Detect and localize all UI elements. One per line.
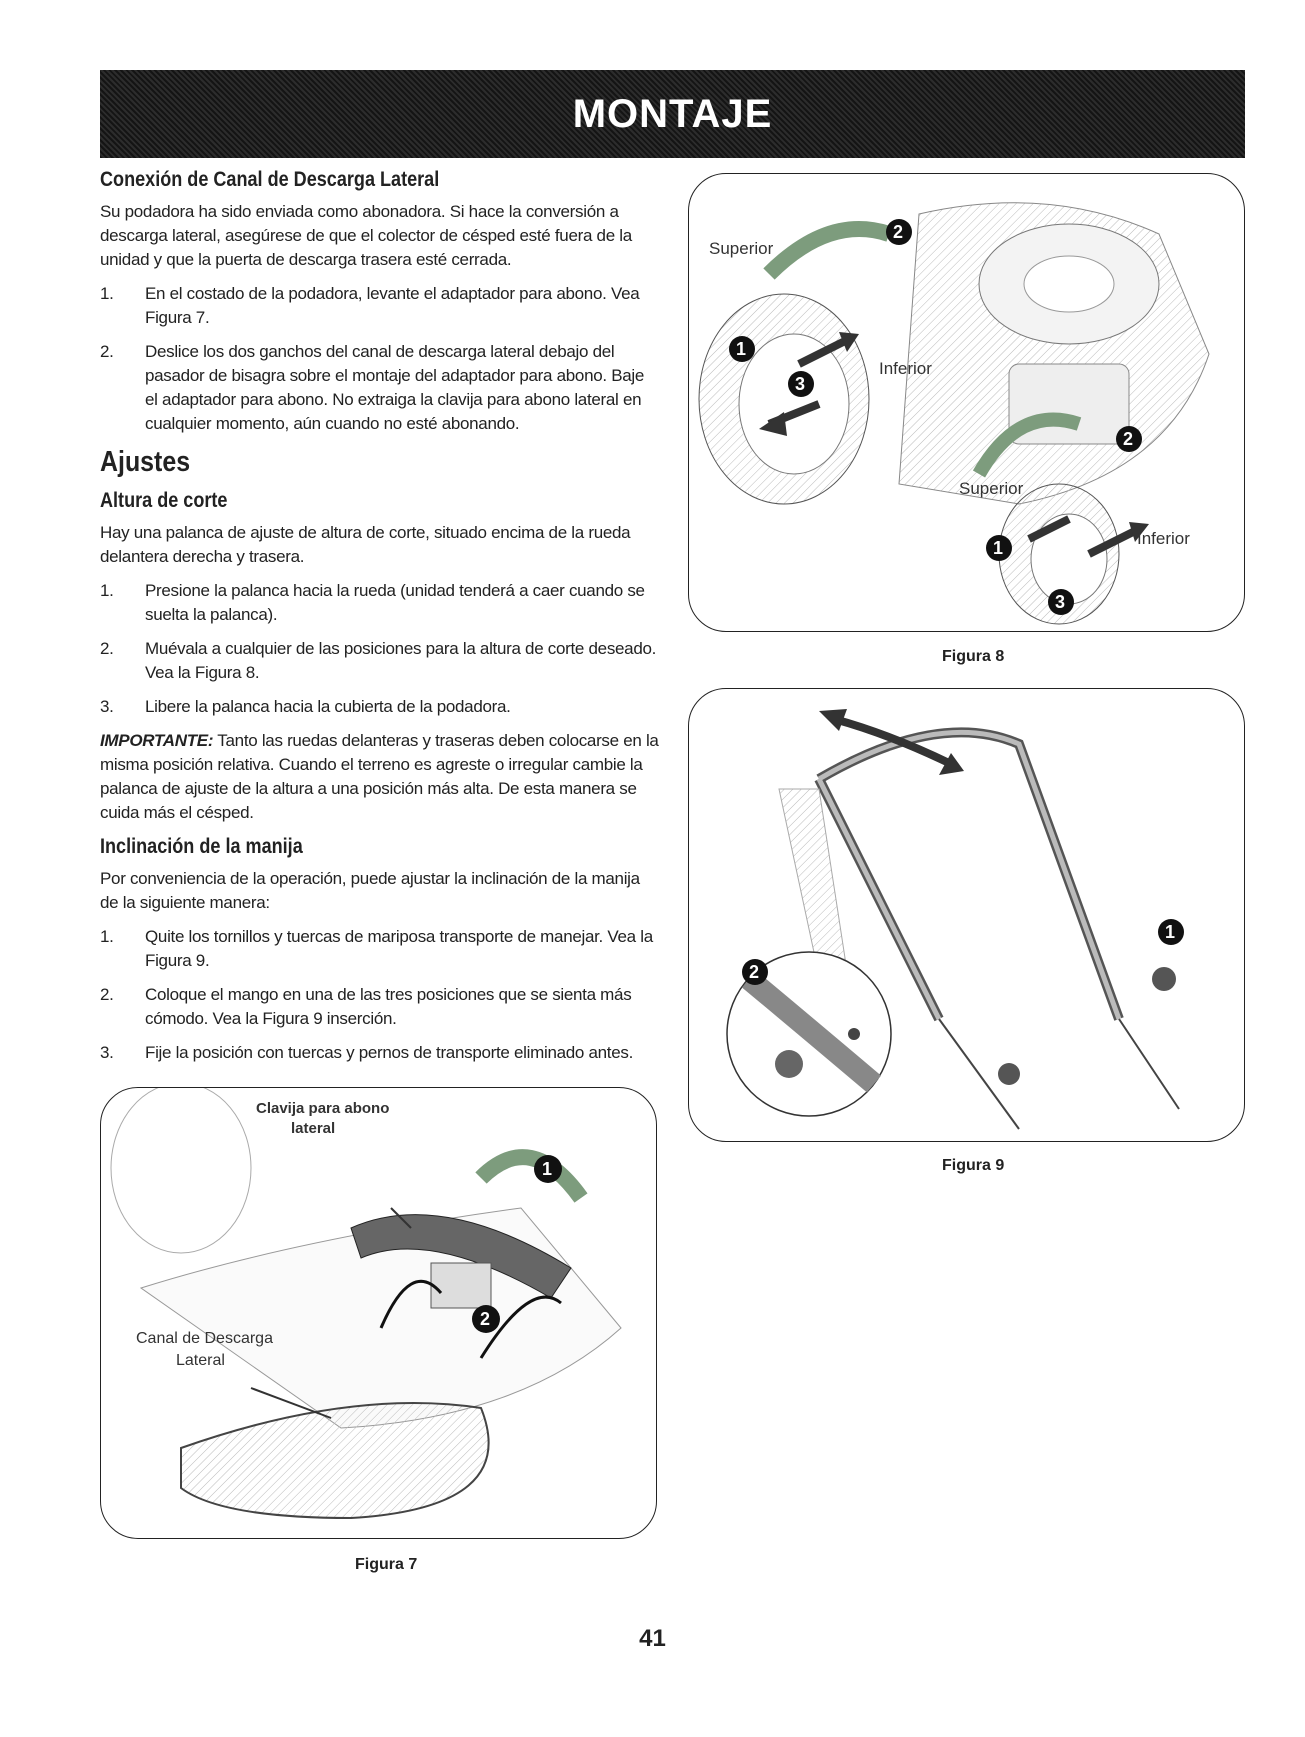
svg-text:1: 1 xyxy=(1165,922,1176,942)
step-text: Fije la posición con tuercas y pernos de transporte eliminado antes. xyxy=(145,1043,633,1062)
figure-8-caption: Figura 8 xyxy=(942,648,1005,665)
svg-text:1: 1 xyxy=(736,339,747,359)
label-canal: Canal de Descarga xyxy=(136,1330,273,1347)
badge-1 xyxy=(534,1155,562,1183)
label-clavija: Clavija para abono xyxy=(256,1100,390,1117)
step-item xyxy=(100,282,660,330)
step-item xyxy=(100,637,660,685)
badge-3 xyxy=(788,371,814,397)
label-inferior: Inferior xyxy=(1137,529,1190,548)
step-item xyxy=(100,579,660,627)
badge-2 xyxy=(472,1305,500,1333)
badge-1 xyxy=(729,336,755,362)
step-text: Coloque el mango en una de las tres posiciones que se sienta más cómodo. Vea la Figura 9 inserción. xyxy=(145,985,632,1028)
label-inferior: Inferior xyxy=(879,359,932,378)
step-text: En el costado de la podadora, levante el adaptador para abono. Vea Figura 7. xyxy=(145,284,640,327)
badge-2 xyxy=(1116,426,1142,452)
figure-7-frame xyxy=(100,1087,657,1539)
svg-text:2: 2 xyxy=(893,222,904,242)
svg-text:1: 1 xyxy=(993,538,1004,558)
important-text: Tanto las ruedas delanteras y traseras deben colocarse en la misma posición relativa. Cuando el terreno es agreste o irregular cambie la palanca de ajuste de la altura a una posición más alta. De esta manera se cuida más el césped. xyxy=(100,731,659,822)
step-item xyxy=(100,925,660,973)
step-number: 1. xyxy=(100,284,114,303)
step-text: Deslice los dos ganchos del canal de descarga lateral debajo del pasador de bisagra sobre el montaje del adaptador para abono. Baje el adaptador para abono. No extraiga la clavija para abono lateral en cualquier momento, aún cuando no esté abonando. xyxy=(145,342,645,433)
important-label: IMPORTANTE: xyxy=(100,731,214,750)
section-banner xyxy=(100,70,1245,158)
step-text: Libere la palanca hacia la cubierta de la podadora. xyxy=(145,697,511,716)
heading-altura: Altura de corte xyxy=(100,489,228,512)
step-item xyxy=(100,1041,660,1065)
step-number: 2. xyxy=(100,342,114,361)
figure-7-caption: Figura 7 xyxy=(355,1556,418,1573)
step-item xyxy=(100,340,660,436)
label-superior: Superior xyxy=(959,479,1024,498)
svg-text:3: 3 xyxy=(795,374,806,394)
step-number: 2. xyxy=(100,985,114,1004)
svg-text:2: 2 xyxy=(749,962,760,982)
left-column xyxy=(100,168,660,1075)
badge-2 xyxy=(886,219,912,245)
svg-text:2: 2 xyxy=(480,1309,491,1329)
figure-9-illustration xyxy=(689,689,1244,1141)
paragraph-altura-intro: Hay una palanca de ajuste de altura de corte, situado encima de la rueda delantera derecha y trasera. xyxy=(100,523,631,566)
step-text: Presione la palanca hacia la rueda (unidad tenderá a caer cuando se suelta la palanca). xyxy=(145,581,645,624)
svg-text:3: 3 xyxy=(1055,592,1066,612)
svg-text:2: 2 xyxy=(1123,429,1134,449)
important-note xyxy=(100,729,660,825)
paragraph-conexion-intro: Su podadora ha sido enviada como abonadora. Si hace la conversión a descarga lateral, asegúrese de que el colector de césped esté fuera de la unidad y que la puerta de descarga trasera esté cerrada. xyxy=(100,202,632,269)
step-number: 3. xyxy=(100,1043,114,1062)
badge-2 xyxy=(742,959,768,985)
label-canal: Lateral xyxy=(176,1352,225,1369)
label-clavija: lateral xyxy=(291,1120,336,1137)
label-superior: Superior xyxy=(709,239,774,258)
step-text: Muévala a cualquier de las posiciones para la altura de corte deseado. Vea la Figura 8. xyxy=(145,639,657,682)
step-number: 1. xyxy=(100,927,114,946)
figure-9-caption: Figura 9 xyxy=(942,1157,1005,1174)
step-number: 1. xyxy=(100,581,114,600)
step-item xyxy=(100,983,660,1031)
heading-inclinacion: Inclinación de la manija xyxy=(100,835,303,858)
banner-title: MONTAJE xyxy=(572,91,773,136)
paragraph-inclinacion-intro: Por conveniencia de la operación, puede ajustar la inclinación de la manija de la siguiente manera: xyxy=(100,869,640,912)
heading-conexion: Conexión de Canal de Descarga Lateral xyxy=(100,168,440,191)
page-number: 41 xyxy=(639,1625,666,1652)
figure-8-illustration xyxy=(689,174,1244,631)
badge-1 xyxy=(986,535,1012,561)
step-item xyxy=(100,695,660,719)
figure-7-illustration xyxy=(101,1088,656,1538)
svg-text:1: 1 xyxy=(542,1159,553,1179)
badge-3 xyxy=(1048,589,1074,615)
step-number: 3. xyxy=(100,697,114,716)
step-text: Quite los tornillos y tuercas de mariposa transporte de manejar. Vea la Figura 9. xyxy=(145,927,653,970)
heading-ajustes: Ajustes xyxy=(100,446,191,478)
step-number: 2. xyxy=(100,639,114,658)
figure-9-frame xyxy=(688,688,1245,1142)
figure-8-frame xyxy=(688,173,1245,632)
badge-1 xyxy=(1158,919,1184,945)
